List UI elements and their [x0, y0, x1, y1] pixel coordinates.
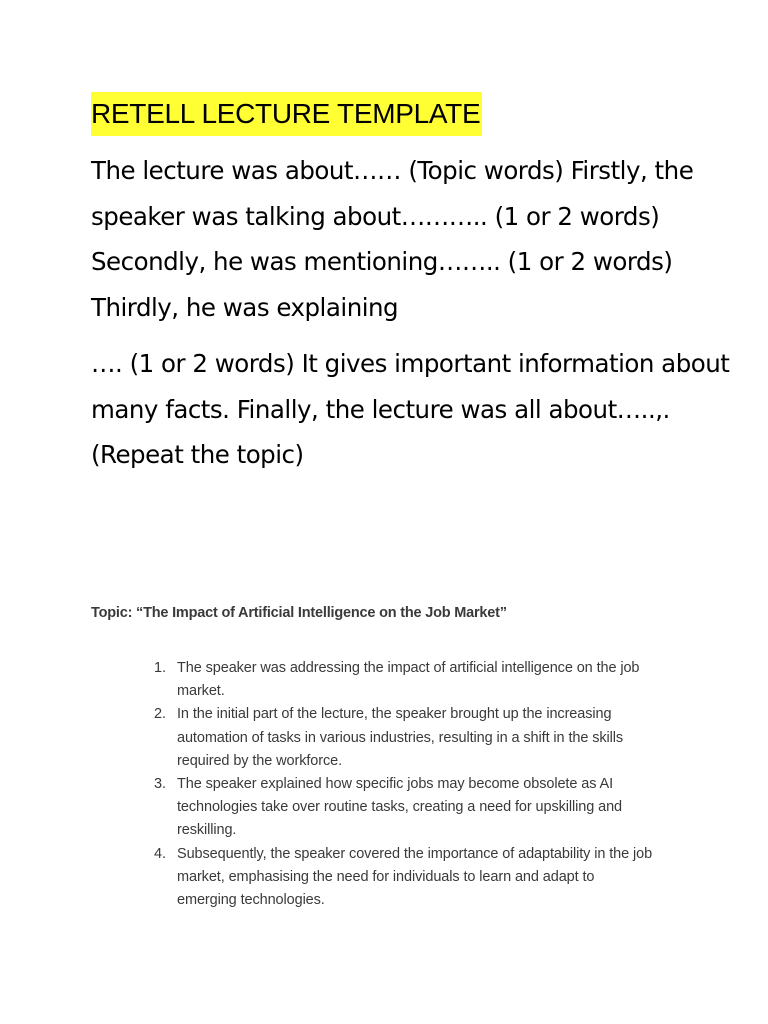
point-number-2: 2.: [154, 706, 166, 723]
template-paragraph-1: The lecture was about…… (Topic words) Firstly, the speaker was talking about……….. (1 or 2 words) Secondly, he was mentioning…….. (1 or 2 words) Thirdly, he was explaining: [91, 156, 694, 322]
template-paragraph-2: …. (1 or 2 words) It gives important information about many facts. Finally, the lecture was all about…..,. (Repeat the topic): [91, 349, 730, 469]
template-section: [91, 92, 731, 478]
point-text-2: In the initial part of the lecture, the speaker brought up the increasing automation of tasks in various industries, resulting in a shift in the skills required by the workforce.: [177, 706, 624, 769]
numbered-point-1: [91, 657, 657, 703]
numbered-point-2: [91, 703, 657, 773]
point-text-1: The speaker was addressing the impact of artificial intelligence on the job market.: [177, 660, 640, 700]
point-number-1: 1.: [154, 660, 166, 676]
point-text-3: The speaker explained how specific jobs may become obsolete as AI technologies take over routine tasks, creating a need for upskilling and reskilling.: [177, 776, 622, 839]
point-text-4: Subsequently, the speaker covered the importance of adaptability in the job market, emphasising the need for individuals to learn and adapt to emerging technologies.: [177, 845, 653, 909]
point-number-3: 3.: [154, 776, 166, 793]
numbered-point-4: [91, 843, 657, 913]
topic-title: Topic: “The Impact of Artificial Intelligence on the Job Market”: [91, 605, 507, 621]
numbered-point-3: [91, 773, 657, 843]
numbered-point-list: [91, 657, 691, 912]
highlighted-heading: RETELL LECTURE TEMPLATE: [91, 92, 482, 136]
topic-section: [91, 603, 691, 912]
point-number-4: 4.: [154, 845, 166, 862]
